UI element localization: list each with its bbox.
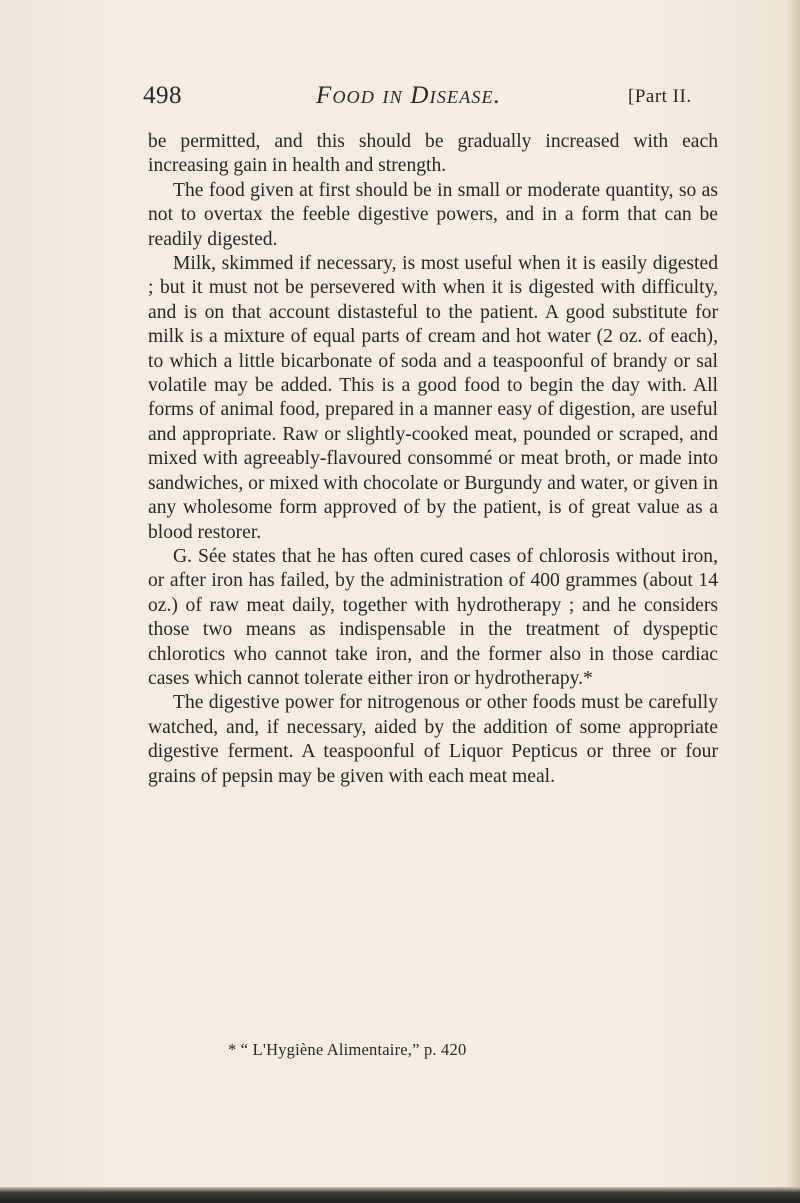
part-label: [Part II. — [628, 86, 692, 107]
footnote: * “ L'Hygiène Alimentaire,” p. 420 — [228, 1040, 467, 1059]
running-title: Food in Disease. — [316, 82, 502, 109]
paragraph: The food given at first should be in small or moderate quantity, so as not to overtax the feeble digestive powers, and in a form that can be readily digested. — [148, 179, 718, 250]
page-number: 498 — [143, 82, 182, 109]
page-bottom-edge — [0, 1187, 800, 1203]
page-header — [0, 82, 800, 112]
paragraph-continued: be permitted, and this should be gradually increased with each increasing gain in health and strength. — [148, 131, 718, 177]
paragraph: The digestive power for nitrogenous or other foods must be carefully watched, and, if necessary, aided by the addition of some appropriate digestive ferment. A teaspoonful of Liquor Pepticus or three or four grains of pepsin may be given with each meat meal. — [148, 692, 718, 787]
page-edge-shadow — [786, 0, 800, 1203]
paragraph: Milk, skimmed if necessary, is most useful when it is easily digested ; but it must not be persevered with when it is digested with difficulty, and is on that account distasteful to the patient. A good substitute for milk is a mixture of equal parts of cream and hot water (2 oz. of each), to which a little bicarbonate of soda and a teaspoonful of brandy or sal volatile may be added. This is a good food to begin the day with. All forms of animal food, prepared in a manner easy of digestion, are useful and appropriate. Raw or slightly-cooked meat, pounded or scraped, and mixed with agreeably-flavoured consommé or meat broth, or made into sandwiches, or mixed with chocolate or Burgundy and water, or given in any wholesome form approved of by the patient, is of great value as a blood restorer. — [148, 253, 718, 543]
paragraph: G. Sée states that he has often cured cases of chlorosis without iron, or after iron has failed, by the administration of 400 grammes (about 14 oz.) of raw meat daily, together with hydrotherapy ; and he considers those two means as indispensable in the treatment of dyspeptic chlorotics who cannot take iron, and the former also in those cardiac cases which cannot tolerate either iron or hydrotherapy.* — [148, 545, 718, 689]
body-text — [148, 130, 718, 789]
